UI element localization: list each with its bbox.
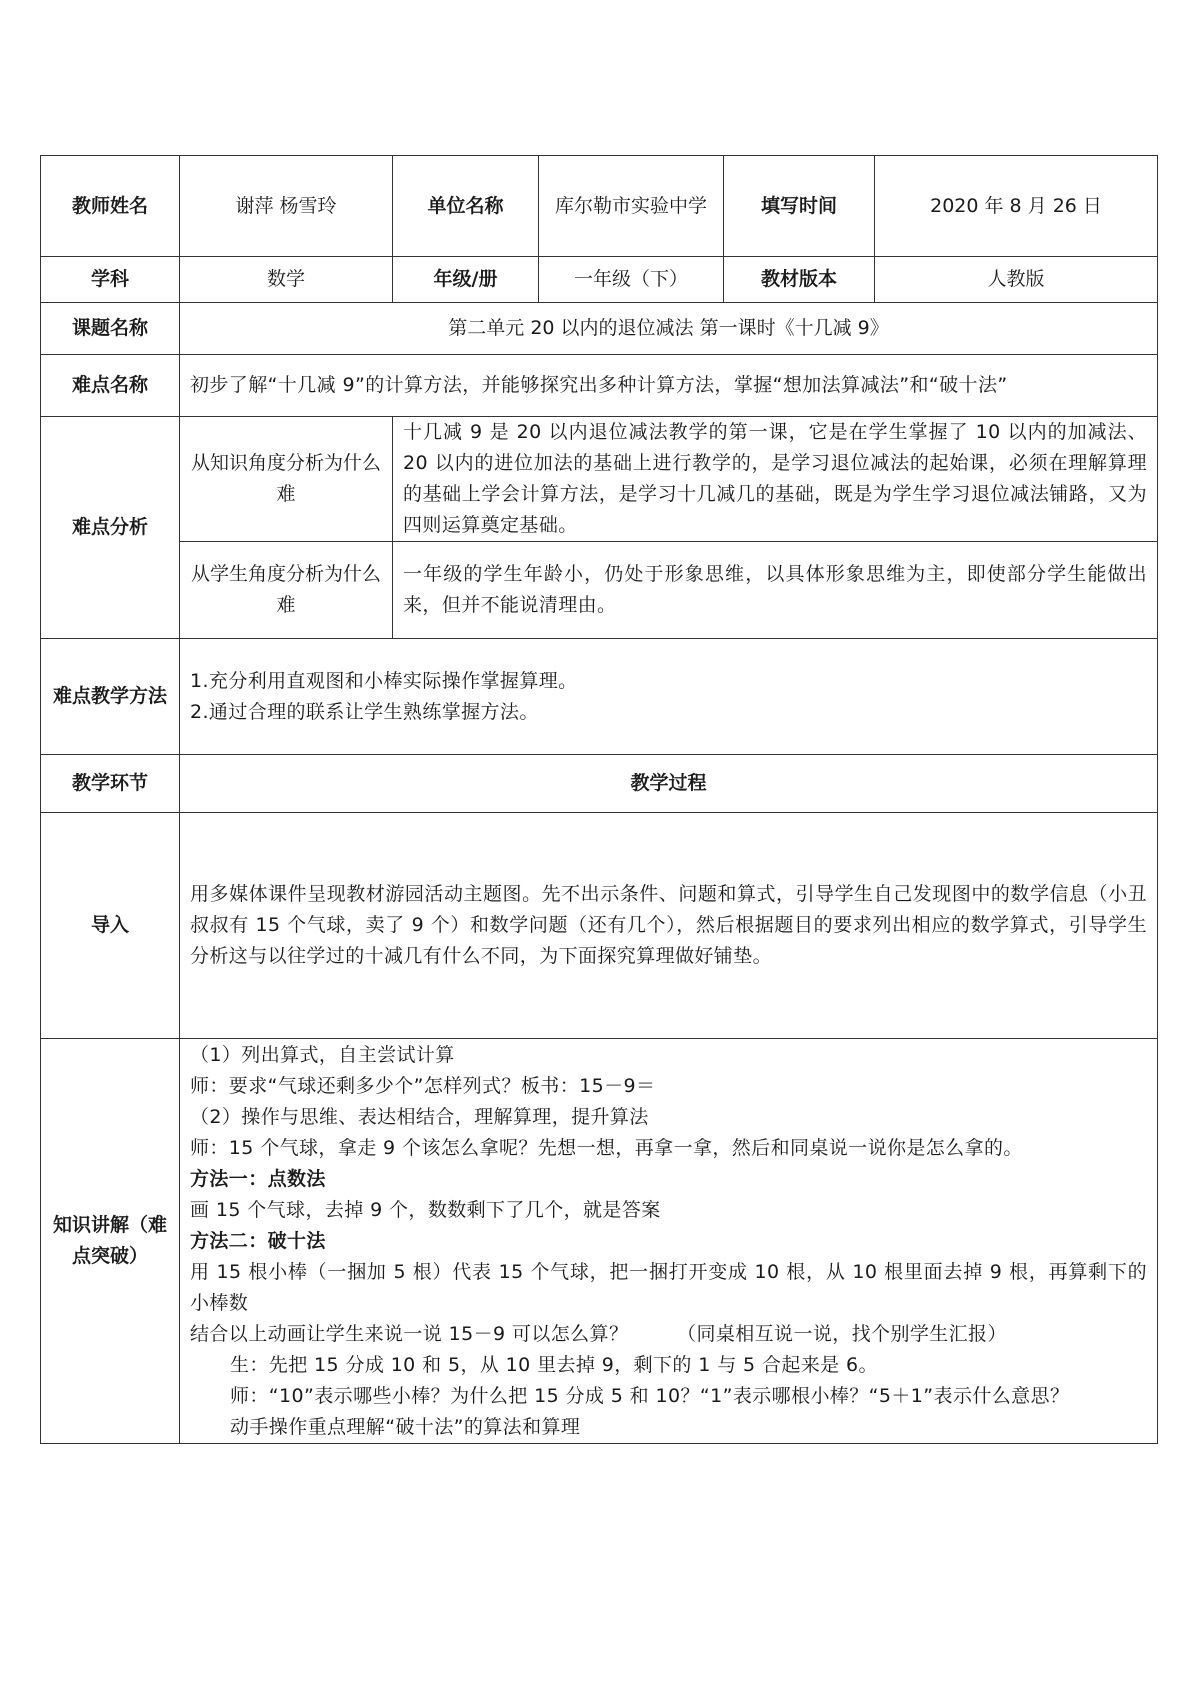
row-method bbox=[41, 639, 1158, 755]
row-analysis-student bbox=[41, 542, 1158, 639]
grade-value: 一年级（下） bbox=[539, 257, 724, 303]
row-topic bbox=[41, 303, 1158, 355]
knowledge-line: 结合以上动画让学生来说一说 15－9 可以怎么算？ （同桌相互说一说，找个别学生汇报） bbox=[190, 1322, 1007, 1345]
fill-date-value: 2020 年 8 月 26 日 bbox=[875, 156, 1158, 257]
row-analysis-knowledge bbox=[41, 417, 1158, 542]
knowledge-line: 师：15 个气球，拿走 9 个该怎么拿呢？先想一想，再拿一拿，然后和同桌说一说你是怎么拿的。 bbox=[190, 1136, 1023, 1159]
topic-label: 课题名称 bbox=[41, 303, 180, 355]
knowledge-line: 画 15 个气球，去掉 9 个，数数剩下了几个，就是答案 bbox=[190, 1198, 661, 1221]
knowledge-angle-text: 十几减 9 是 20 以内退位减法教学的第一课，它是在学生掌握了 10 以内的加减法、20 以内的进位加法的基础上进行教学的，是学习退位减法的起始课，必须在理解算理的基础上学会计算方法，是学习十几减几的基础，既是为学生学习退位减法铺路，又为四则运算奠定基础。 bbox=[393, 417, 1158, 542]
intro-text: 用多媒体课件呈现教材游园活动主题图。先不出示条件、问题和算式，引导学生自己发现图中的数学信息（小丑叔叔有 15 个气球，卖了 9 个）和数学问题（还有几个），然后根据题目的要求列出相应的数学算式，引导学生分析这与以往学过的十减几有什么不同，为下面探究算理做好铺垫。 bbox=[180, 813, 1158, 1039]
grade-label: 年级/册 bbox=[393, 257, 539, 303]
analysis-label: 难点分析 bbox=[41, 417, 180, 639]
method-two-heading: 方法二：破十法 bbox=[190, 1229, 326, 1252]
method-label: 难点教学方法 bbox=[41, 639, 180, 755]
student-angle-label: 从学生角度分析为什么难 bbox=[180, 542, 393, 639]
knowledge-line: 师：“10”表示哪些小棒？为什么把 15 分成 5 和 10？“1”表示哪根小棒？“5＋1”表示什么意思？ bbox=[230, 1384, 1070, 1407]
method-list bbox=[180, 639, 1158, 755]
difficulty-label: 难点名称 bbox=[41, 355, 180, 417]
edition-label: 教材版本 bbox=[724, 257, 875, 303]
knowledge-line: （1）列出算式，自主尝试计算 bbox=[190, 1043, 455, 1066]
knowledge-label: 知识讲解（难点突破） bbox=[41, 1039, 180, 1444]
student-angle-text: 一年级的学生年龄小，仍处于形象思维，以具体形象思维为主，即使部分学生能做出来，但并不能说清理由。 bbox=[393, 542, 1158, 639]
knowledge-line: 动手操作重点理解“破十法”的算法和算理 bbox=[230, 1415, 581, 1438]
row-teacher-info bbox=[41, 156, 1158, 257]
method-item: 1.充分利用直观图和小棒实际操作掌握算理。 bbox=[190, 669, 578, 692]
knowledge-line: 用 15 根小棒（一捆加 5 根）代表 15 个气球，把一捆打开变成 10 根，从 10 根里面去掉 9 根，再算剩下的小棒数 bbox=[190, 1260, 1148, 1314]
teacher-name-label: 教师姓名 bbox=[41, 156, 180, 257]
row-knowledge bbox=[41, 1039, 1158, 1444]
process-header: 教学过程 bbox=[180, 755, 1158, 813]
subject-label: 学科 bbox=[41, 257, 180, 303]
method-item: 2.通过合理的联系让学生熟练掌握方法。 bbox=[190, 700, 539, 723]
knowledge-line: （2）操作与思维、表达相结合，理解算理，提升算法 bbox=[190, 1105, 649, 1128]
knowledge-content bbox=[180, 1039, 1158, 1444]
knowledge-line: 师：要求“气球还剩多少个”怎样列式？板书：15－9＝ bbox=[190, 1074, 656, 1097]
knowledge-angle-label: 从知识角度分析为什么难 bbox=[180, 417, 393, 542]
unit-name-label: 单位名称 bbox=[393, 156, 539, 257]
intro-label: 导入 bbox=[41, 813, 180, 1039]
teacher-name-value: 谢萍 杨雪玲 bbox=[180, 156, 393, 257]
method-one-heading: 方法一：点数法 bbox=[190, 1167, 326, 1190]
fill-date-label: 填写时间 bbox=[724, 156, 875, 257]
row-process-header bbox=[41, 755, 1158, 813]
row-subject-info bbox=[41, 257, 1158, 303]
difficulty-value: 初步了解“十几减 9”的计算方法，并能够探究出多种计算方法，掌握“想加法算减法”和“破十法” bbox=[180, 355, 1158, 417]
edition-value: 人教版 bbox=[875, 257, 1158, 303]
row-intro bbox=[41, 813, 1158, 1039]
unit-name-value: 库尔勒市实验中学 bbox=[539, 156, 724, 257]
lesson-plan-table bbox=[40, 155, 1158, 1444]
subject-value: 数学 bbox=[180, 257, 393, 303]
row-difficulty bbox=[41, 355, 1158, 417]
stage-header: 教学环节 bbox=[41, 755, 180, 813]
topic-value: 第二单元 20 以内的退位减法 第一课时《十几减 9》 bbox=[180, 303, 1158, 355]
knowledge-line: 生：先把 15 分成 10 和 5，从 10 里去掉 9，剩下的 1 与 5 合起来是 6。 bbox=[230, 1353, 878, 1376]
